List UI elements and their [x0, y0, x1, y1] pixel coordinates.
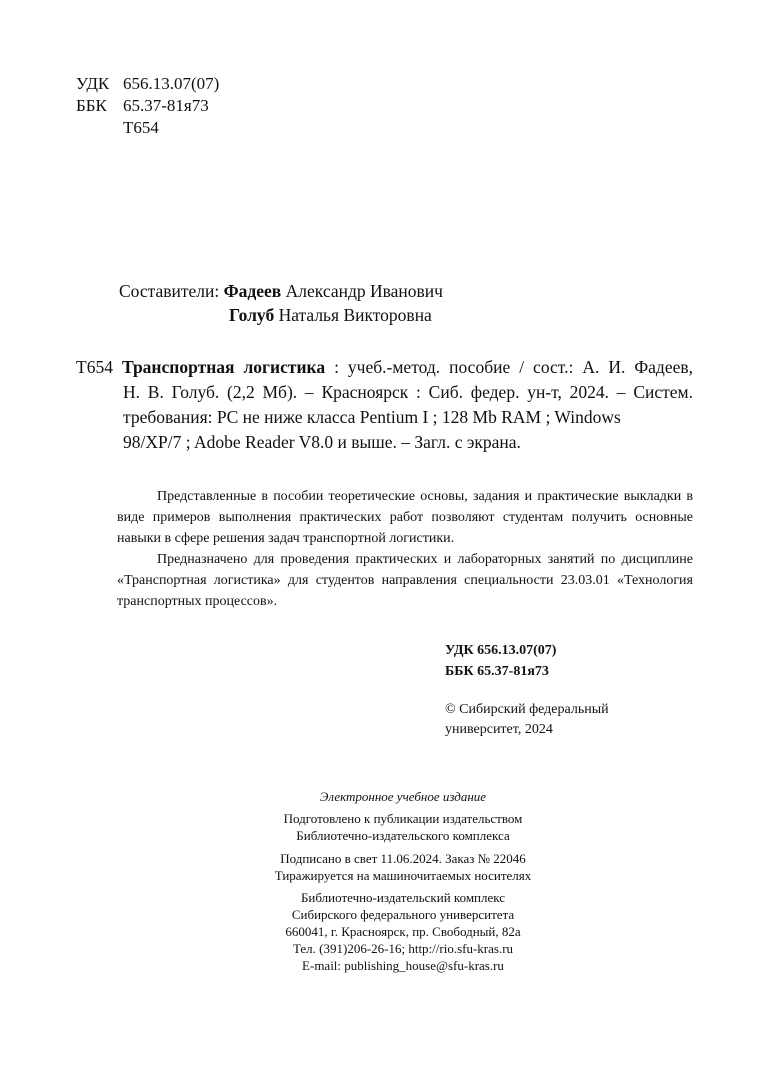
classification-codes [76, 73, 219, 139]
edition-type: Электронное учебное издание [319, 789, 487, 804]
abstract-paragraph-1: Представленные в пособии теоретические основы, задания и практические выкладки в виде примеров выполнения практических работ позволяют студентам получить основные навыки в сфере решения задач транспортной логистики. [117, 489, 693, 546]
bbk-line [76, 95, 219, 117]
bibliographic-record [76, 355, 693, 455]
author-mark: Т654 [123, 118, 159, 137]
imprint-publisher [200, 889, 606, 974]
biblio-line-2: Н. В. Голуб. (2,2 Мб). – Красноярск : Сиб. федер. ун-т, 2024. – Систем. требования: PC не ниже класса Pentium I ; 128 Mb RAM ; Windows [123, 382, 693, 427]
author1-surname: Фадеев [223, 281, 282, 301]
signed-line: Подписано в свет 11.06.2024. Заказ № 22046 [280, 851, 526, 866]
copyright-line-1: © Сибирский федеральный [445, 702, 609, 717]
biblio-line-4: 98/XP/7 ; Adobe Reader V8.0 и выше. – Загл. с экрана. [123, 432, 521, 452]
imprint-edition [200, 788, 606, 805]
publisher-line-2: Сибирского федерального университета [291, 907, 515, 922]
prepared-line-2: Библиотечно-издательского комплекса [296, 828, 510, 843]
biblio-mark: Т654 [76, 357, 113, 377]
author2-name: Наталья Викторовна [278, 305, 432, 325]
abstract-paragraph-2: Предназначено для проведения практических и лабораторных занятий по дисциплине «Транспортная логистика» для студентов направления специальности 23.03.01 «Технология транспортных процессов». [117, 552, 693, 609]
prepared-line-1: Подготовлено к публикации издательством [283, 811, 523, 826]
bbk-value: 65.37-81я73 [123, 96, 209, 115]
replicated-line: Тиражируется на машиночитаемых носителях [274, 868, 532, 883]
publisher-address: 660041, г. Красноярск, пр. Свободный, 82а [285, 924, 521, 939]
publisher-email: E-mail: publishing_house@sfu-kras.ru [302, 958, 504, 973]
right-bbk: ББК 65.37-81я73 [445, 664, 549, 679]
compilers-line-1 [119, 279, 443, 304]
author2-surname: Голуб [229, 305, 275, 325]
imprint-signed [200, 850, 606, 884]
publisher-phone: Тел. (391)206-26-16; http://rio.sfu-kras.ru [292, 941, 514, 956]
compilers-line-2 [229, 303, 432, 328]
author1-name: Александр Иванович [285, 281, 443, 301]
biblio-title: Транспортная логистика [121, 357, 326, 377]
abstract [117, 486, 693, 612]
udk-value: 656.13.07(07) [123, 74, 220, 93]
copyright [445, 700, 609, 740]
compilers-label: Составители: [119, 281, 220, 301]
right-udk: УДК 656.13.07(07) [445, 643, 557, 658]
bbk-label: ББК [76, 96, 107, 115]
udk-line [76, 73, 219, 95]
biblio-line-1 [76, 355, 693, 380]
imprint-prepared [200, 810, 606, 844]
author-mark-line [76, 117, 219, 139]
publisher-line-1: Библиотечно-издательский комплекс [300, 890, 506, 905]
copyright-line-2: университет, 2024 [445, 722, 553, 737]
right-classification [445, 640, 556, 682]
biblio-line-1-rest: : учеб.-метод. пособие / сост.: А. И. Фадеев, [325, 357, 693, 377]
udk-label: УДК [76, 74, 110, 93]
